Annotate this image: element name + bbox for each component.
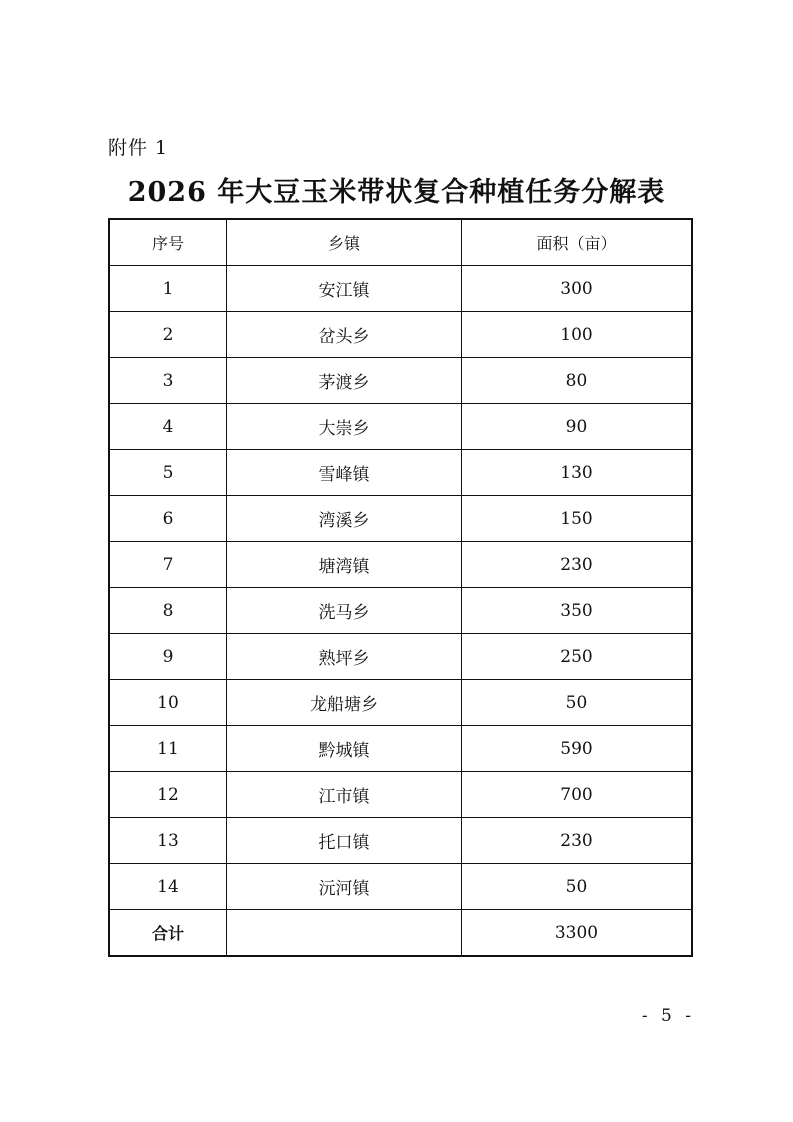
row-index: 2 <box>109 312 227 358</box>
task-allocation-table <box>108 218 693 957</box>
row-town: 岔头乡 <box>227 312 462 358</box>
row-town: 沅河镇 <box>227 864 462 910</box>
row-town: 大崇乡 <box>227 404 462 450</box>
row-area: 100 <box>462 312 693 358</box>
total-area: 3300 <box>462 910 693 957</box>
row-area: 700 <box>462 772 693 818</box>
table-row <box>109 450 692 496</box>
row-town: 湾溪乡 <box>227 496 462 542</box>
row-town: 江市镇 <box>227 772 462 818</box>
header-index: 序号 <box>109 219 227 266</box>
table-row <box>109 404 692 450</box>
row-index: 11 <box>109 726 227 772</box>
row-town: 安江镇 <box>227 266 462 312</box>
table-row <box>109 680 692 726</box>
row-area: 250 <box>462 634 693 680</box>
row-index: 7 <box>109 542 227 588</box>
row-index: 8 <box>109 588 227 634</box>
row-area: 90 <box>462 404 693 450</box>
header-town: 乡镇 <box>227 219 462 266</box>
row-town: 龙船塘乡 <box>227 680 462 726</box>
document-title: 2026 年大豆玉米带状复合种植任务分解表 <box>127 177 666 208</box>
row-town: 黔城镇 <box>227 726 462 772</box>
row-area: 230 <box>462 818 693 864</box>
row-index: 6 <box>109 496 227 542</box>
row-area: 350 <box>462 588 693 634</box>
row-area: 80 <box>462 358 693 404</box>
row-index: 10 <box>109 680 227 726</box>
table-row <box>109 864 692 910</box>
row-index: 13 <box>109 818 227 864</box>
row-area: 300 <box>462 266 693 312</box>
table-row <box>109 266 692 312</box>
row-index: 9 <box>109 634 227 680</box>
row-town: 熟坪乡 <box>227 634 462 680</box>
page-number: - 5 - <box>641 1006 695 1026</box>
row-town: 洗马乡 <box>227 588 462 634</box>
table-row <box>109 818 692 864</box>
row-index: 12 <box>109 772 227 818</box>
row-area: 50 <box>462 864 693 910</box>
row-town: 雪峰镇 <box>227 450 462 496</box>
table-row <box>109 634 692 680</box>
row-town: 托口镇 <box>227 818 462 864</box>
row-area: 150 <box>462 496 693 542</box>
row-area: 50 <box>462 680 693 726</box>
row-town: 塘湾镇 <box>227 542 462 588</box>
table-row <box>109 542 692 588</box>
row-area: 230 <box>462 542 693 588</box>
table-row <box>109 312 692 358</box>
row-area: 590 <box>462 726 693 772</box>
table-row <box>109 358 692 404</box>
header-area: 面积（亩） <box>462 219 693 266</box>
total-row <box>109 910 692 957</box>
table-header-row <box>109 219 692 266</box>
table-row <box>109 772 692 818</box>
row-index: 14 <box>109 864 227 910</box>
total-town <box>227 910 462 957</box>
row-town: 茅渡乡 <box>227 358 462 404</box>
table-row <box>109 496 692 542</box>
table-row <box>109 588 692 634</box>
row-index: 3 <box>109 358 227 404</box>
table-row <box>109 726 692 772</box>
row-index: 1 <box>109 266 227 312</box>
row-area: 130 <box>462 450 693 496</box>
row-index: 5 <box>109 450 227 496</box>
attachment-label: 附件 1 <box>108 137 169 159</box>
row-index: 4 <box>109 404 227 450</box>
total-label: 合计 <box>109 910 227 957</box>
